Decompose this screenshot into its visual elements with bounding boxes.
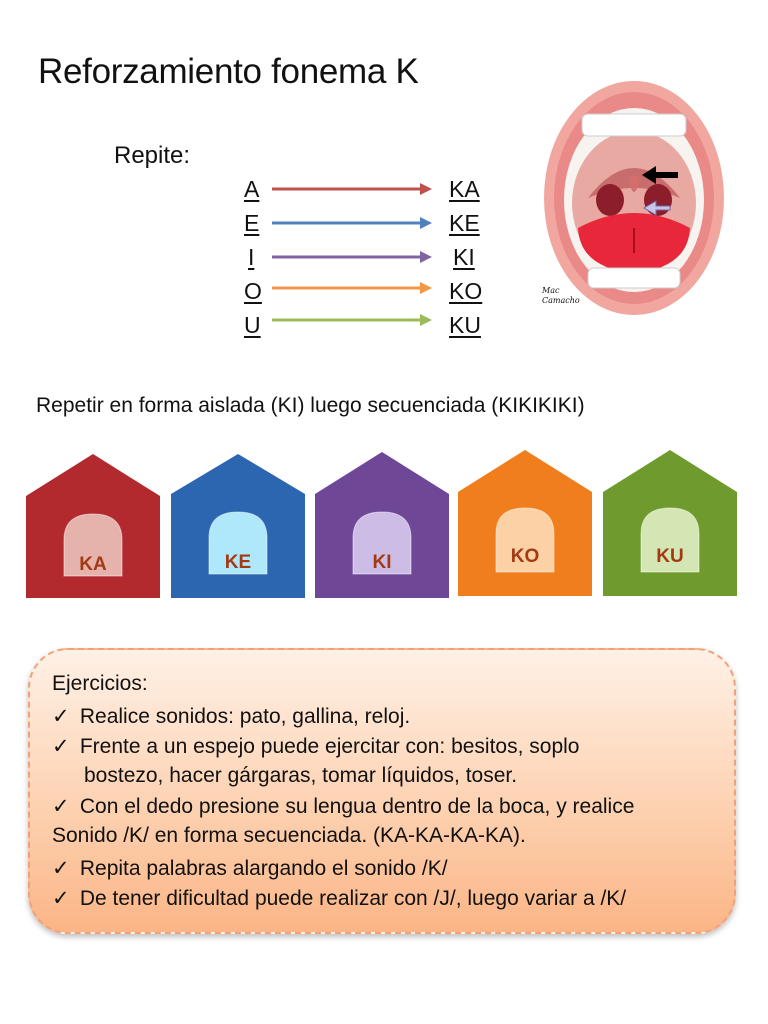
repite-label: Repite: xyxy=(114,142,191,169)
exercise-continuation xyxy=(52,824,526,848)
check-icon: ✓ xyxy=(52,795,70,818)
instruction-text: Repetir en forma aislada (KI) luego secuenciada (KIKIKIKI) xyxy=(36,394,585,417)
illustration-signature xyxy=(542,286,580,306)
house-ko-label: KO xyxy=(510,546,540,567)
exercise-text: Realice sonidos: pato, gallina, reloj. xyxy=(79,705,411,728)
vowel-e: E xyxy=(244,210,260,236)
check-icon: ✓ xyxy=(52,887,70,910)
arrow-o xyxy=(272,282,432,294)
check-icon: ✓ xyxy=(52,857,70,880)
house-ko-shape xyxy=(458,448,592,604)
house-ki xyxy=(315,448,449,604)
exercise-item xyxy=(52,886,626,911)
exercise-item xyxy=(52,856,448,881)
exercise-item xyxy=(52,734,580,759)
arrow-a xyxy=(272,183,432,195)
house-ke xyxy=(171,448,305,604)
house-ka-label: KA xyxy=(79,554,107,575)
exercise-text: bostezo, hacer gárgaras, tomar líquidos, toser. xyxy=(84,764,518,787)
arrow-i xyxy=(272,251,432,263)
vowel-u: U xyxy=(244,312,261,338)
vowel-a: A xyxy=(244,176,260,202)
exercises-title: Ejercicios: xyxy=(52,672,148,695)
arrow-u xyxy=(272,314,432,326)
house-ka xyxy=(26,448,160,604)
house-ko xyxy=(458,448,592,604)
house-ki-label: KI xyxy=(372,552,392,573)
syllable-ke: KE xyxy=(449,210,480,236)
vowel-i: I xyxy=(248,244,255,270)
open-mouth-illustration xyxy=(538,78,730,318)
vowel-o: O xyxy=(244,278,262,304)
exercise-item xyxy=(52,794,634,819)
syllable-ki: KI xyxy=(453,244,475,270)
exercise-text: Frente a un espejo puede ejercitar con: besitos, soplo xyxy=(79,735,580,758)
house-ki-shape xyxy=(315,448,449,604)
exercise-text: Repita palabras alargando el sonido /K/ xyxy=(79,857,448,880)
syllable-ko: KO xyxy=(449,278,483,304)
check-icon: ✓ xyxy=(52,705,70,728)
signature-line-2: Camacho xyxy=(542,296,580,305)
signature-line-1: Mac xyxy=(542,286,560,295)
house-ka-shape xyxy=(26,448,160,604)
exercise-item xyxy=(52,704,410,729)
house-ku xyxy=(603,448,737,604)
arrow-e xyxy=(272,217,432,229)
house-ku-label: KU xyxy=(656,546,684,567)
exercise-text: Con el dedo presione su lengua dentro de la boca, y realice xyxy=(79,795,635,818)
exercise-text: De tener dificultad puede realizar con /J/, luego variar a /K/ xyxy=(79,887,627,910)
house-ke-shape xyxy=(171,448,305,604)
house-ke-label: KE xyxy=(224,552,252,573)
syllable-ku: KU xyxy=(449,312,481,338)
page-title: Reforzamiento fonema K xyxy=(38,52,419,91)
house-ku-shape xyxy=(603,448,737,604)
syllable-ka: KA xyxy=(449,176,480,202)
check-icon: ✓ xyxy=(52,735,70,758)
exercise-continuation xyxy=(84,764,517,788)
exercise-text: Sonido /K/ en forma secuenciada. (KA-KA-KA-KA). xyxy=(52,824,526,847)
